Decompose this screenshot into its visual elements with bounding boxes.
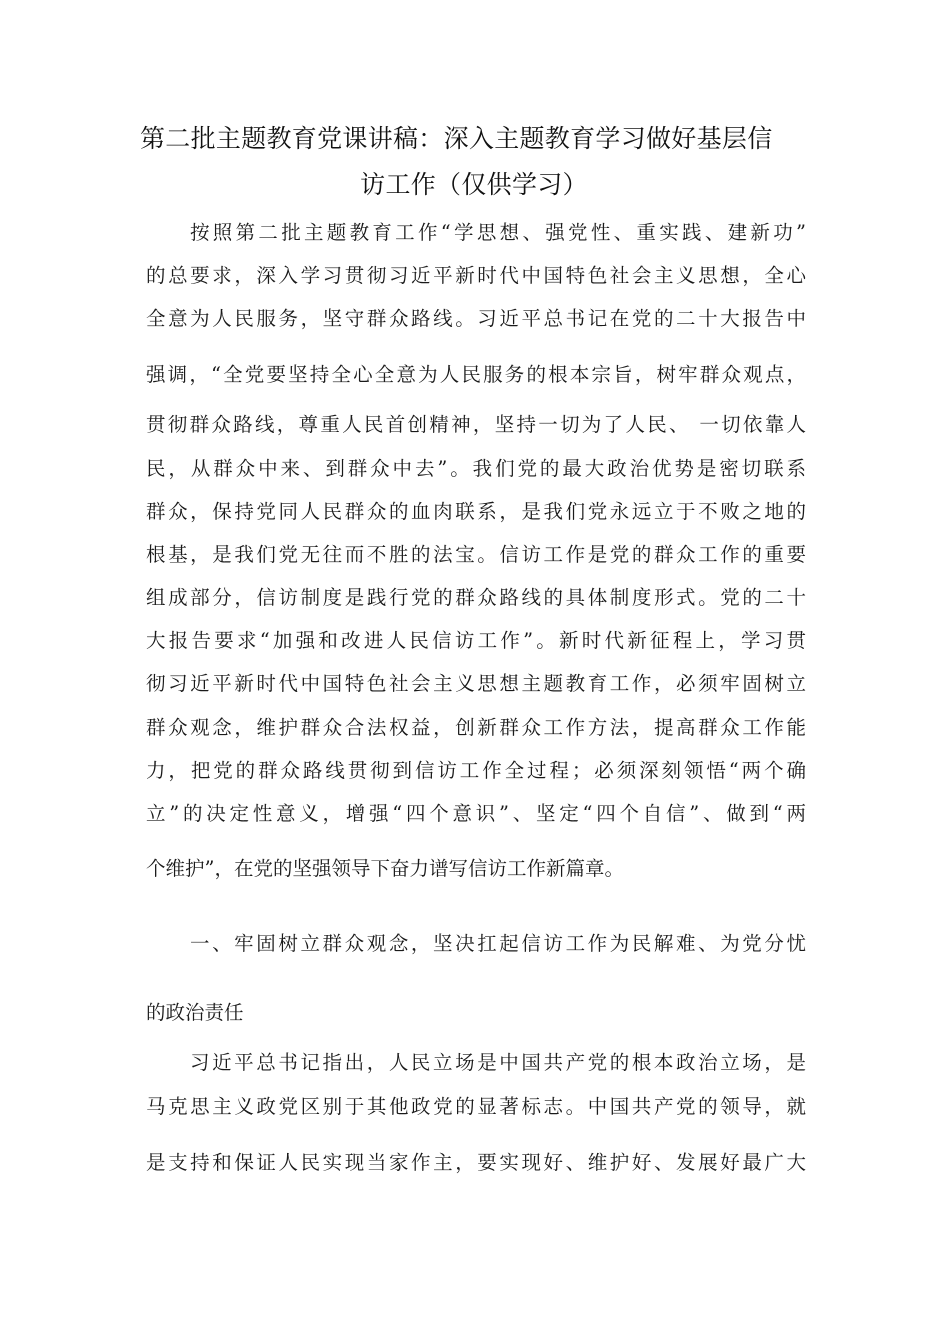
paragraph-line: 组成部分，信访制度是践行党的群众路线的具体制度形式。党的二十: [146, 586, 806, 609]
paragraph-line: 按照第二批主题教育工作“学思想、强党性、重实践、建新功”: [190, 221, 806, 244]
paragraph-line: 力，把党的群众路线贯彻到信访工作全过程；必须深刻领悟“两个确: [146, 759, 806, 782]
paragraph-line: 立”的决定性意义，增强“四个意识”、坚定“四个自信”、做到“两: [146, 802, 806, 825]
paragraph-line: 个维护”，在党的坚强领导下奋力谱写信访工作新篇章。: [146, 857, 624, 880]
paragraph-line: 的总要求，深入学习贯彻习近平新时代中国特色社会主义思想，全心: [146, 264, 806, 287]
paragraph-line: 是支持和保证人民实现当家作主，要实现好、维护好、发展好最广大: [146, 1151, 806, 1174]
paragraph-line: 民，从群众中来、到群众中去”。我们党的最大政治优势是密切联系: [146, 457, 806, 480]
paragraph-line: 马克思主义政党区别于其他政党的显著标志。中国共产党的领导，就: [146, 1095, 806, 1118]
document-title-line-1: 第二批主题教育党课讲稿：深入主题教育学习做好基层信: [140, 124, 773, 153]
paragraph-line: 全意为人民服务，坚守群众路线。习近平总书记在党的二十大报告中: [146, 307, 806, 330]
paragraph-line: 贯彻群众路线，尊重人民首创精神，坚持一切为了人民、 一切依靠人: [146, 413, 806, 436]
paragraph-line: 大报告要求“加强和改进人民信访工作”。新时代新征程上，学习贯: [146, 629, 806, 652]
section-heading-line: 一、牢固树立群众观念，坚决扛起信访工作为民解难、为党分忧: [190, 932, 806, 955]
section-heading-line: 的政治责任: [146, 1001, 244, 1024]
document-title-line-2: 访工作（仅供学习）: [360, 170, 588, 199]
paragraph-line: 习近平总书记指出，人民立场是中国共产党的根本政治立场，是: [190, 1051, 806, 1074]
paragraph-line: 群众观念，维护群众合法权益，创新群众工作方法，提高群众工作能: [146, 716, 806, 739]
paragraph-line: 群众，保持党同人民群众的血肉联系，是我们党永远立于不败之地的: [146, 500, 806, 523]
paragraph-line: 根基，是我们党无往而不胜的法宝。信访工作是党的群众工作的重要: [146, 543, 806, 566]
paragraph-line: 强调，“全党要坚持全心全意为人民服务的根本宗旨，树牢群众观点，: [146, 363, 806, 386]
paragraph-line: 彻习近平新时代中国特色社会主义思想主题教育工作，必须牢固树立: [146, 672, 806, 695]
